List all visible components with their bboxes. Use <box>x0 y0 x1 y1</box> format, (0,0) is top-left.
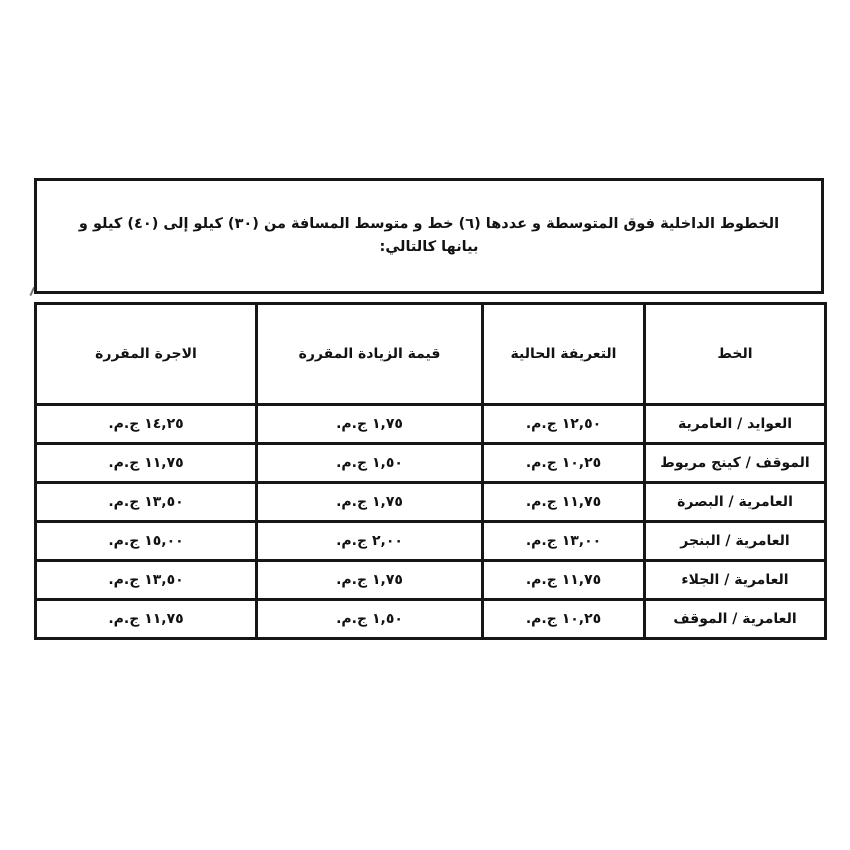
line-cell: العامرية / الموقف <box>645 600 826 639</box>
increase-value-cell: ١,٥٠ ج.م. <box>257 444 483 483</box>
approved-fare-cell: ١٣,٥٠ ج.م. <box>36 561 257 600</box>
tariff-table <box>34 302 827 640</box>
table-header-row <box>36 304 826 405</box>
current-tariff-cell: ١٣,٠٠ ج.م. <box>483 522 645 561</box>
document-title: الخطوط الداخلية فوق المتوسطة و عددها (٦) خط و متوسط المسافة من (٣٠) كيلو إلى (٤٠) كيلو و بيانها كالتالي: <box>78 215 780 255</box>
increase-value-cell: ٢,٠٠ ج.م. <box>257 522 483 561</box>
header-line: الخط <box>645 304 826 405</box>
increase-value-cell: ١,٧٥ ج.م. <box>257 561 483 600</box>
current-tariff-cell: ١٠,٢٥ ج.م. <box>483 600 645 639</box>
current-tariff-cell: ١٢,٥٠ ج.م. <box>483 405 645 444</box>
table-row <box>36 522 826 561</box>
table-row <box>36 483 826 522</box>
title-box <box>34 178 824 294</box>
line-cell: العوايد / العامرية <box>645 405 826 444</box>
line-cell: العامرية / الجلاء <box>645 561 826 600</box>
increase-value-cell: ١,٥٠ ج.م. <box>257 600 483 639</box>
header-approved-fare: الاجرة المقررة <box>36 304 257 405</box>
header-current-tariff: التعريفة الحالية <box>483 304 645 405</box>
header-increase-value: قيمة الزيادة المقررة <box>257 304 483 405</box>
approved-fare-cell: ١١,٧٥ ج.م. <box>36 444 257 483</box>
current-tariff-cell: ١١,٧٥ ج.م. <box>483 561 645 600</box>
table-row <box>36 600 826 639</box>
scan-artifact <box>29 287 39 298</box>
line-cell: العامرية / البصرة <box>645 483 826 522</box>
table-body <box>36 405 826 639</box>
approved-fare-cell: ١٣,٥٠ ج.م. <box>36 483 257 522</box>
approved-fare-cell: ١١,٧٥ ج.م. <box>36 600 257 639</box>
approved-fare-cell: ١٤,٢٥ ج.م. <box>36 405 257 444</box>
current-tariff-cell: ١٠,٢٥ ج.م. <box>483 444 645 483</box>
increase-value-cell: ١,٧٥ ج.م. <box>257 405 483 444</box>
table-row <box>36 561 826 600</box>
line-cell: الموقف / كينج مريوط <box>645 444 826 483</box>
increase-value-cell: ١,٧٥ ج.م. <box>257 483 483 522</box>
line-cell: العامرية / البنجر <box>645 522 826 561</box>
table-row <box>36 444 826 483</box>
current-tariff-cell: ١١,٧٥ ج.م. <box>483 483 645 522</box>
approved-fare-cell: ١٥,٠٠ ج.م. <box>36 522 257 561</box>
table-row <box>36 405 826 444</box>
